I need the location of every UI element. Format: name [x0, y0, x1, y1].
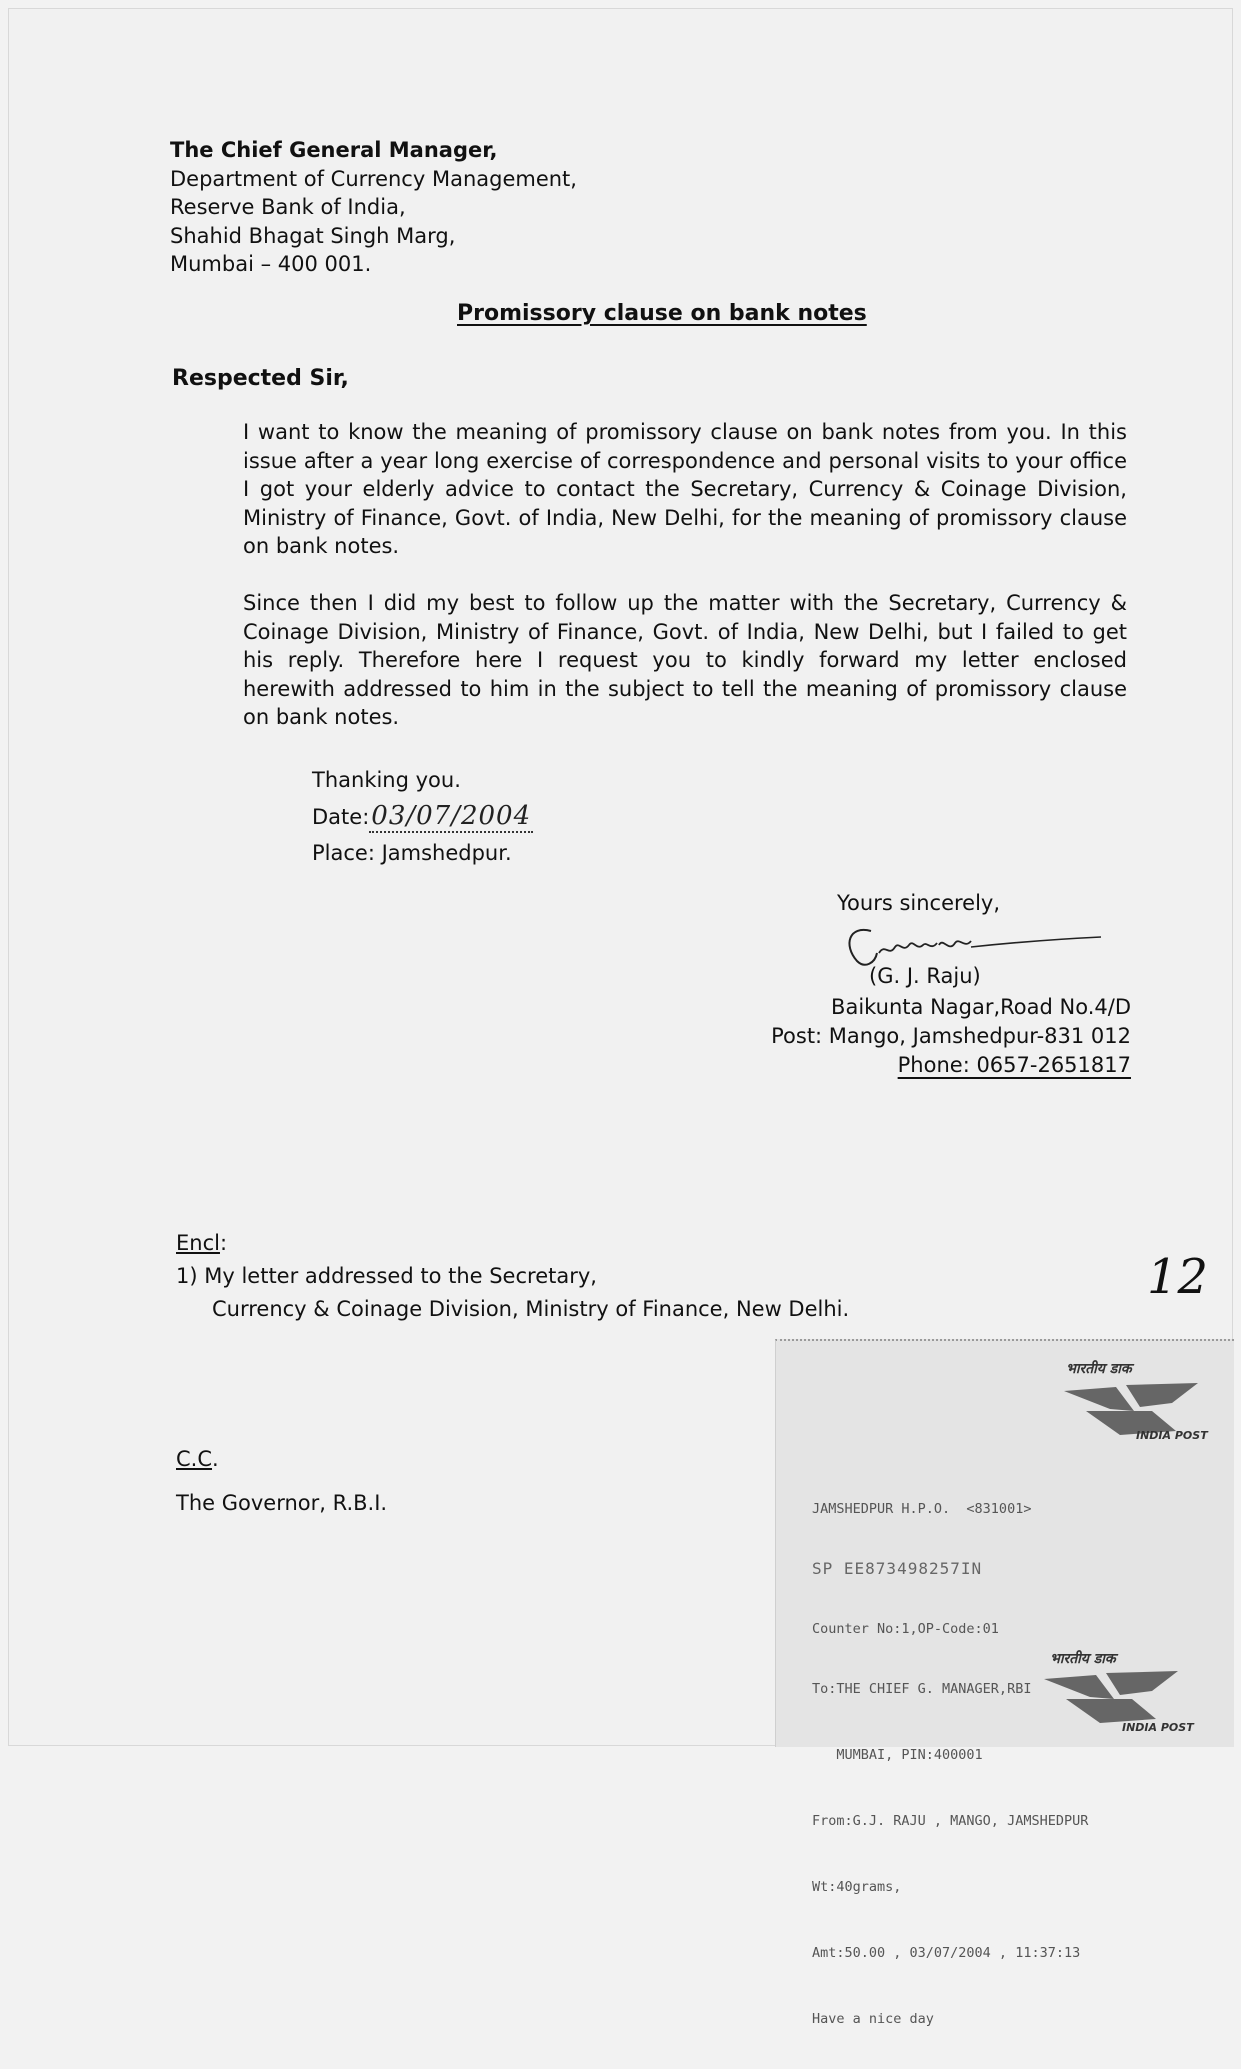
date-handwritten: 03/07/2004	[371, 801, 532, 831]
logo-english-text-bottom: INDIA POST	[1122, 1721, 1194, 1734]
enclosures-colon: :	[219, 1231, 228, 1255]
receipt-weight: Wt:40grams,	[812, 1879, 902, 1895]
postal-receipt	[775, 1339, 1234, 2027]
receipt-from: From:G.J. RAJU , MANGO, JAMSHEDPUR	[812, 1813, 1089, 1829]
enclosure-item-continued: Currency & Coinage Division, Ministry of Finance, New Delhi.	[212, 1297, 850, 1321]
logo-hindi-text-bottom: भारतीय डाक	[1050, 1651, 1116, 1667]
thanking-line: Thanking you.	[312, 768, 461, 792]
handwritten-page-number: 12	[1147, 1249, 1209, 1305]
sender-address-line-2: Post: Mango, Jamshedpur-831 012	[771, 1024, 1131, 1048]
cc-dot: .	[212, 1447, 219, 1471]
recipient-address	[170, 136, 577, 279]
recipient-city: Mumbai – 400 001.	[170, 252, 372, 276]
closing-block	[312, 762, 533, 871]
sender-address-line-1: Baikunta Nagar,Road No.4/D	[831, 995, 1131, 1019]
recipient-organization: Reserve Bank of India,	[170, 195, 406, 219]
india-post-logo-bottom	[1036, 1649, 1206, 1745]
enclosures-heading: Encl	[176, 1231, 220, 1255]
letter-page	[8, 8, 1233, 2027]
receipt-amount: Amt:50.00 , 03/07/2004 , 11:37:13	[812, 1945, 1081, 1961]
enclosures	[176, 1227, 849, 1326]
sender-phone: Phone: 0657-2651817	[897, 1053, 1131, 1077]
receipt-counter: Counter No:1,OP-Code:01	[812, 1621, 999, 1637]
recipient-department: Department of Currency Management,	[170, 166, 577, 191]
receipt-destination: MUMBAI, PIN:400001	[812, 1747, 983, 1763]
valediction: Yours sincerely,	[837, 891, 1001, 915]
cc-heading: C.C	[176, 1447, 213, 1471]
signatory-name: (G. J. Raju)	[869, 964, 981, 988]
carbon-copy	[176, 1437, 387, 1525]
india-post-logo	[1056, 1359, 1216, 1449]
recipient-street: Shahid Bhagat Singh Marg,	[170, 223, 456, 248]
receipt-to: To:THE CHIEF G. MANAGER,RBI	[812, 1681, 1032, 1697]
cc-recipient: The Governor, R.B.I.	[176, 1491, 388, 1515]
body-paragraph-2: Since then I did my best to follow up the matter with the Secretary, Currency & Coinage Division, Ministry of Finance, Govt. of India, New Delhi, but I failed to get his reply. Therefore here I request you to kindly forward my letter enclosed herewith addressed to him in the subject to tell the meaning of promissory clause on bank notes.	[243, 591, 1127, 729]
salutation: Respected Sir,	[172, 366, 349, 391]
logo-hindi-text: भारतीय डाक	[1066, 1361, 1132, 1377]
body-paragraph-1: I want to know the meaning of promissory clause on bank notes from you. In this issue after a year long exercise of correspondence and personal visits to your office I got your elderly advice to contact the Secretary, Currency & Coinage Division, Ministry of Finance, Govt. of India, New Delhi, for the meaning of promissory clause on bank notes.	[243, 420, 1127, 558]
place-line: Place: Jamshedpur.	[312, 841, 512, 865]
date-line	[312, 798, 533, 835]
receipt-office: JAMSHEDPUR H.P.O. <831001>	[812, 1501, 1032, 1517]
enclosure-item: 1) My letter addressed to the Secretary,	[176, 1264, 597, 1288]
enclosures-heading-line	[176, 1227, 849, 1260]
india-post-emblem-icon-bottom	[1036, 1669, 1186, 1727]
cc-heading-line	[176, 1437, 387, 1481]
logo-english-text: INDIA POST	[1136, 1429, 1208, 1442]
receipt-tracking-number: SP EE873498257IN	[812, 1559, 983, 1578]
receipt-greeting: Have a nice day	[812, 2011, 934, 2027]
recipient-title: The Chief General Manager,	[170, 138, 498, 162]
date-label: Date:	[312, 805, 370, 829]
letter-subject: Promissory clause on bank notes	[457, 301, 867, 326]
receipt-text	[812, 1459, 1088, 2069]
